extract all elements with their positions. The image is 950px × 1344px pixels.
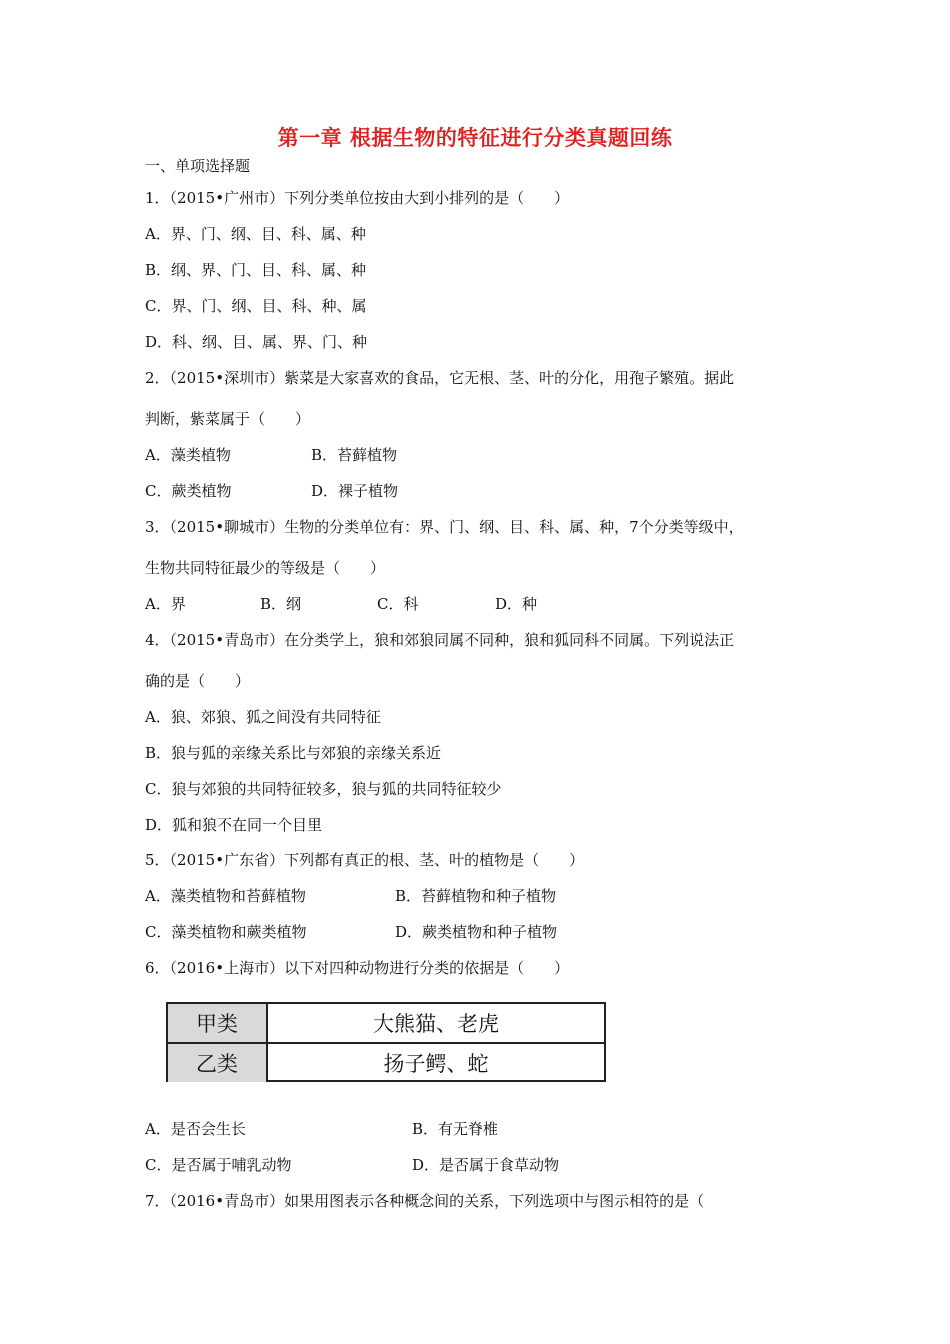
question-1-option-b: B．纲、界、门、目、科、属、种 [145,261,367,279]
question-4-option-d: D．狐和狼不在同一个目里 [145,816,323,834]
question-1-stem: 1．（2015•广州市）下列分类单位按由大到小排列的是（ ） [145,189,570,207]
question-4-stem-line1: 4．（2015•青岛市）在分类学上，狼和郊狼同属不同种，狼和狐同科不同属。下列说法正 [145,631,735,649]
question-2-stem-line1: 2．（2015•深圳市）紫菜是大家喜欢的食品，它无根、茎、叶的分化，用孢子繁殖。据此 [145,369,735,387]
question-2-option-c: C．蕨类植物 [145,482,232,500]
question-2-option-d: D．裸子植物 [311,482,399,500]
question-3-option-b: B．纲 [260,595,302,613]
question-2-option-a: A．藻类植物 [145,446,231,464]
question-6-stem: 6．（2016•上海市）以下对四种动物进行分类的依据是（ ） [145,959,570,977]
question-3-stem-line2: 生物共同特征最少的等级是（ ） [145,559,386,577]
question-5-stem: 5．（2015•广东省）下列都有真正的根、茎、叶的植物是（ ） [145,851,585,869]
table-row-value: 扬子鳄、蛇 [383,1052,489,1076]
question-5-option-a: A．藻类植物和苔藓植物 [145,887,306,905]
question-6-option-d: D．是否属于食草动物 [412,1156,560,1174]
question-5-option-c: C．藻类植物和蕨类植物 [145,923,307,941]
question-5-option-d: D．蕨类植物和种子植物 [395,923,558,941]
table-row [168,1044,604,1082]
classification-table [166,1002,606,1082]
page-title: 第一章 根据生物的特征进行分类真题回练 [277,126,673,150]
question-1-option-c: C．界、门、纲、目、科、种、属 [145,297,367,315]
table-row-value: 大熊猫、老虎 [373,1012,499,1036]
question-2-stem-line2: 判断，紫菜属于（ ） [145,410,311,428]
question-4-option-b: B．狼与狐的亲缘关系比与郊狼的亲缘关系近 [145,744,442,762]
section-heading: 一、单项选择题 [145,157,251,175]
question-4-option-c: C．狼与郊狼的共同特征较多，狼与狐的共同特征较少 [145,780,502,798]
question-2-option-b: B．苔藓植物 [311,446,398,464]
table-row-label: 甲类 [168,1004,268,1042]
question-3-option-c: C．科 [377,595,419,613]
question-6-option-b: B．有无脊椎 [412,1120,499,1138]
question-1-option-d: D．科、纲、目、属、界、门、种 [145,333,368,351]
question-3-stem-line1: 3．（2015•聊城市）生物的分类单位有：界、门、纲、目、科、属、种，7个分类等级中， [145,518,744,536]
question-5-option-b: B．苔藓植物和种子植物 [395,887,557,905]
question-3-option-a: A．界 [145,595,186,613]
question-1-option-a: A．界、门、纲、目、科、属、种 [145,225,366,243]
question-3-option-d: D．种 [495,595,538,613]
table-row-label: 乙类 [168,1044,268,1082]
question-4-stem-line2: 确的是（ ） [145,672,251,690]
table-row [168,1004,604,1044]
question-4-option-a: A．狼、郊狼、狐之间没有共同特征 [145,708,381,726]
question-7-stem: 7．（2016•青岛市）如果用图表示各种概念间的关系，下列选项中与图示相符的是（ [145,1192,705,1210]
question-6-option-a: A．是否会生长 [145,1120,246,1138]
question-6-option-c: C．是否属于哺乳动物 [145,1156,292,1174]
